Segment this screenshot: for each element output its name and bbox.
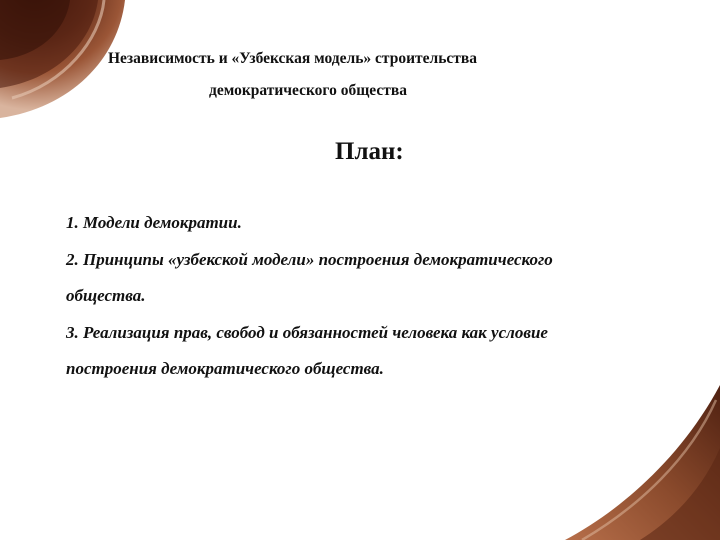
plan-list: [66, 210, 686, 393]
slide-title-line-2: демократического общества: [209, 82, 407, 99]
slide-title-line-1: Независимость и «Узбекская модель» строительства: [108, 50, 478, 67]
plan-heading: План:: [335, 138, 404, 165]
plan-item-3-line-2: построения демократического общества.: [66, 359, 384, 378]
plan-item-2-line-2: общества.: [66, 286, 146, 305]
plan-item-3-line-1: 3. Реализация прав, свобод и обязанностей человека как условие: [66, 322, 548, 342]
plan-item-2-line-1: 2. Принципы «узбекской модели» построения демократического: [66, 249, 553, 269]
plan-item-1: 1. Модели демократии.: [66, 213, 242, 232]
